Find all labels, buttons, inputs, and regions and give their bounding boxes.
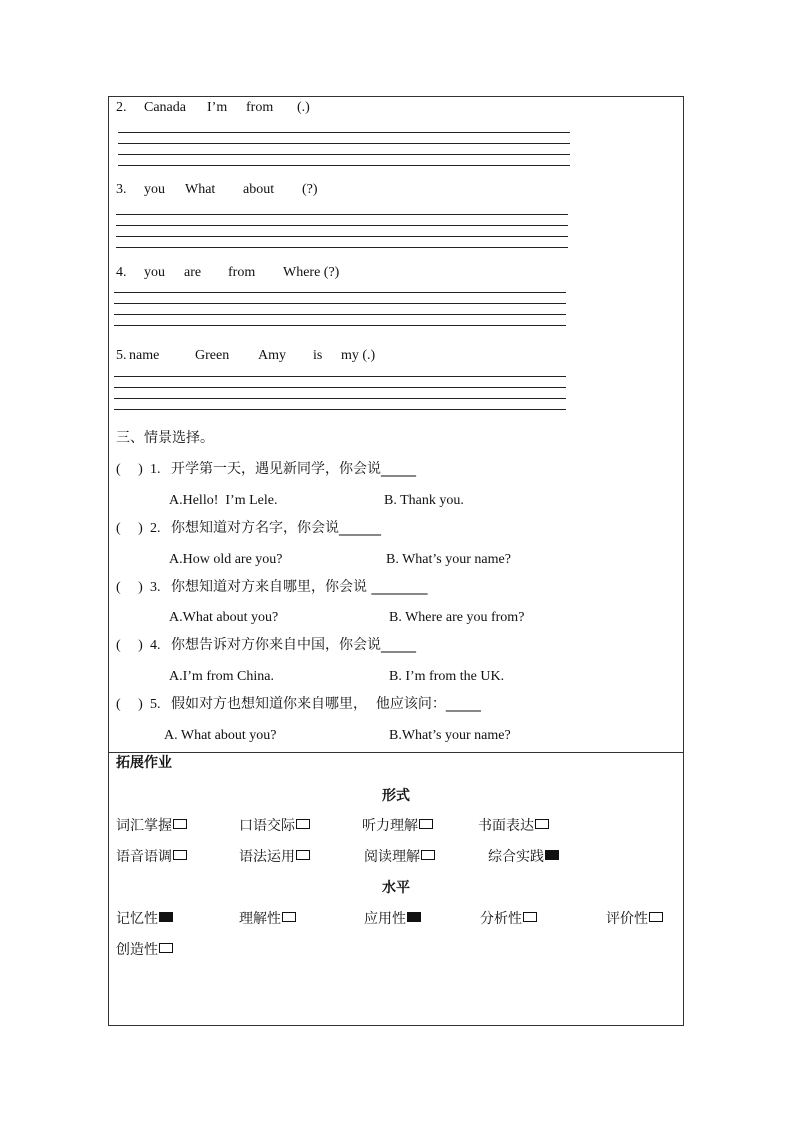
form-item-label: 语法运用	[239, 849, 295, 865]
option-a[interactable]: A.Hello! I’m Lele.	[169, 493, 278, 508]
question-number: 1.	[150, 462, 161, 477]
reorder-word: (.)	[297, 100, 310, 115]
checkbox[interactable]	[523, 912, 537, 922]
level-item-label: 评价性	[606, 911, 648, 927]
answer-paren[interactable]: ( )	[116, 580, 143, 595]
answer-line[interactable]	[118, 143, 570, 144]
reorder-number: 2.	[116, 100, 127, 115]
answer-paren[interactable]: ( )	[116, 697, 143, 712]
option-b[interactable]: B.What’s your name?	[389, 728, 511, 743]
checkbox[interactable]	[419, 819, 433, 829]
answer-line[interactable]	[118, 154, 570, 155]
question-text: 你想知道对方名字，你会说______	[171, 520, 381, 536]
form-item[interactable]	[239, 849, 310, 865]
level-item[interactable]	[364, 911, 421, 927]
section-3-title: 三、情景选择。	[116, 430, 214, 446]
reorder-word: is	[313, 348, 323, 363]
form-item-label: 书面表达	[478, 818, 534, 834]
form-item[interactable]	[478, 818, 549, 834]
form-item[interactable]	[116, 849, 187, 865]
option-a[interactable]: A.What about you?	[169, 610, 279, 625]
section-divider	[108, 752, 684, 753]
answer-line[interactable]	[114, 398, 566, 399]
answer-paren[interactable]: ( )	[116, 521, 143, 536]
form-item[interactable]	[362, 818, 433, 834]
question-text: 假如对方也想知道你来自哪里， 他应该问：_____	[171, 696, 481, 712]
checkbox[interactable]	[296, 850, 310, 860]
form-item[interactable]	[364, 849, 435, 865]
form-item-label: 词汇掌握	[116, 818, 172, 834]
checkbox[interactable]	[282, 912, 296, 922]
answer-line[interactable]	[114, 303, 566, 304]
option-b[interactable]: B. What’s your name?	[386, 552, 511, 567]
question-text: 你想知道对方来自哪里，你会说 ________	[171, 579, 428, 595]
checkbox[interactable]	[173, 819, 187, 829]
answer-line[interactable]	[116, 225, 568, 226]
answer-line[interactable]	[114, 409, 566, 410]
question-number: 5.	[150, 697, 161, 712]
option-b[interactable]: B. Where are you from?	[389, 610, 525, 625]
question-number: 2.	[150, 521, 161, 536]
question-text: 开学第一天，遇见新同学，你会说_____	[171, 461, 416, 477]
level-heading: 水平	[382, 880, 410, 896]
option-b[interactable]: B. Thank you.	[384, 493, 464, 508]
question-number: 4.	[150, 638, 161, 653]
checkbox-checked[interactable]	[159, 912, 173, 922]
level-item-label: 应用性	[364, 911, 406, 927]
reorder-word: you	[144, 265, 165, 280]
form-item[interactable]	[239, 818, 310, 834]
checkbox[interactable]	[173, 850, 187, 860]
checkbox[interactable]	[535, 819, 549, 829]
level-item[interactable]	[116, 911, 173, 927]
answer-line[interactable]	[114, 387, 566, 388]
answer-line[interactable]	[114, 325, 566, 326]
reorder-number: 4.	[116, 265, 127, 280]
checkbox[interactable]	[296, 819, 310, 829]
answer-line[interactable]	[114, 376, 566, 377]
form-item-label: 听力理解	[362, 818, 418, 834]
reorder-word: name	[129, 348, 160, 363]
level-item-label: 记忆性	[116, 911, 158, 927]
answer-paren[interactable]: ( )	[116, 638, 143, 653]
option-a[interactable]: A. What about you?	[164, 728, 277, 743]
form-item-label: 综合实践	[488, 849, 544, 865]
extension-title: 拓展作业	[116, 755, 172, 771]
option-a[interactable]: A.How old are you?	[169, 552, 283, 567]
answer-line[interactable]	[118, 132, 570, 133]
reorder-word: I’m	[207, 100, 228, 115]
answer-line[interactable]	[114, 314, 566, 315]
option-b[interactable]: B. I’m from the UK.	[389, 669, 505, 684]
reorder-word: (?)	[302, 182, 318, 197]
reorder-word: Where (?)	[283, 265, 340, 280]
level-item[interactable]	[239, 911, 296, 927]
answer-line[interactable]	[114, 292, 566, 293]
reorder-word: Canada	[144, 100, 186, 115]
form-heading: 形式	[382, 788, 410, 804]
reorder-word: are	[184, 265, 202, 280]
level-item-label: 创造性	[116, 942, 158, 958]
checkbox[interactable]	[649, 912, 663, 922]
level-item-label: 分析性	[480, 911, 522, 927]
answer-line[interactable]	[116, 236, 568, 237]
checkbox-checked[interactable]	[545, 850, 559, 860]
reorder-word: from	[246, 100, 274, 115]
form-item-label: 阅读理解	[364, 849, 420, 865]
answer-line[interactable]	[116, 214, 568, 215]
question-text: 你想告诉对方你来自中国，你会说_____	[171, 637, 416, 653]
level-item[interactable]	[116, 942, 173, 958]
level-item[interactable]	[606, 911, 663, 927]
checkbox-checked[interactable]	[407, 912, 421, 922]
question-number: 3.	[150, 580, 161, 595]
form-item[interactable]	[116, 818, 187, 834]
reorder-number: 5.	[116, 348, 127, 363]
reorder-word: Green	[195, 348, 230, 363]
reorder-number: 3.	[116, 182, 127, 197]
form-item-label: 口语交际	[239, 818, 295, 834]
answer-line[interactable]	[116, 247, 568, 248]
form-item[interactable]	[488, 849, 559, 865]
checkbox[interactable]	[421, 850, 435, 860]
reorder-word: you	[144, 182, 165, 197]
reorder-word: Amy	[258, 348, 286, 363]
level-item-label: 理解性	[239, 911, 281, 927]
reorder-word: from	[228, 265, 256, 280]
answer-paren[interactable]: ( )	[116, 462, 143, 477]
reorder-word: about	[243, 182, 275, 197]
form-item-label: 语音语调	[116, 849, 172, 865]
checkbox[interactable]	[159, 943, 173, 953]
reorder-word: What	[185, 182, 216, 197]
level-item[interactable]	[480, 911, 537, 927]
answer-line[interactable]	[118, 165, 570, 166]
option-a[interactable]: A.I’m from China.	[169, 669, 274, 684]
reorder-word: my (.)	[341, 348, 376, 363]
